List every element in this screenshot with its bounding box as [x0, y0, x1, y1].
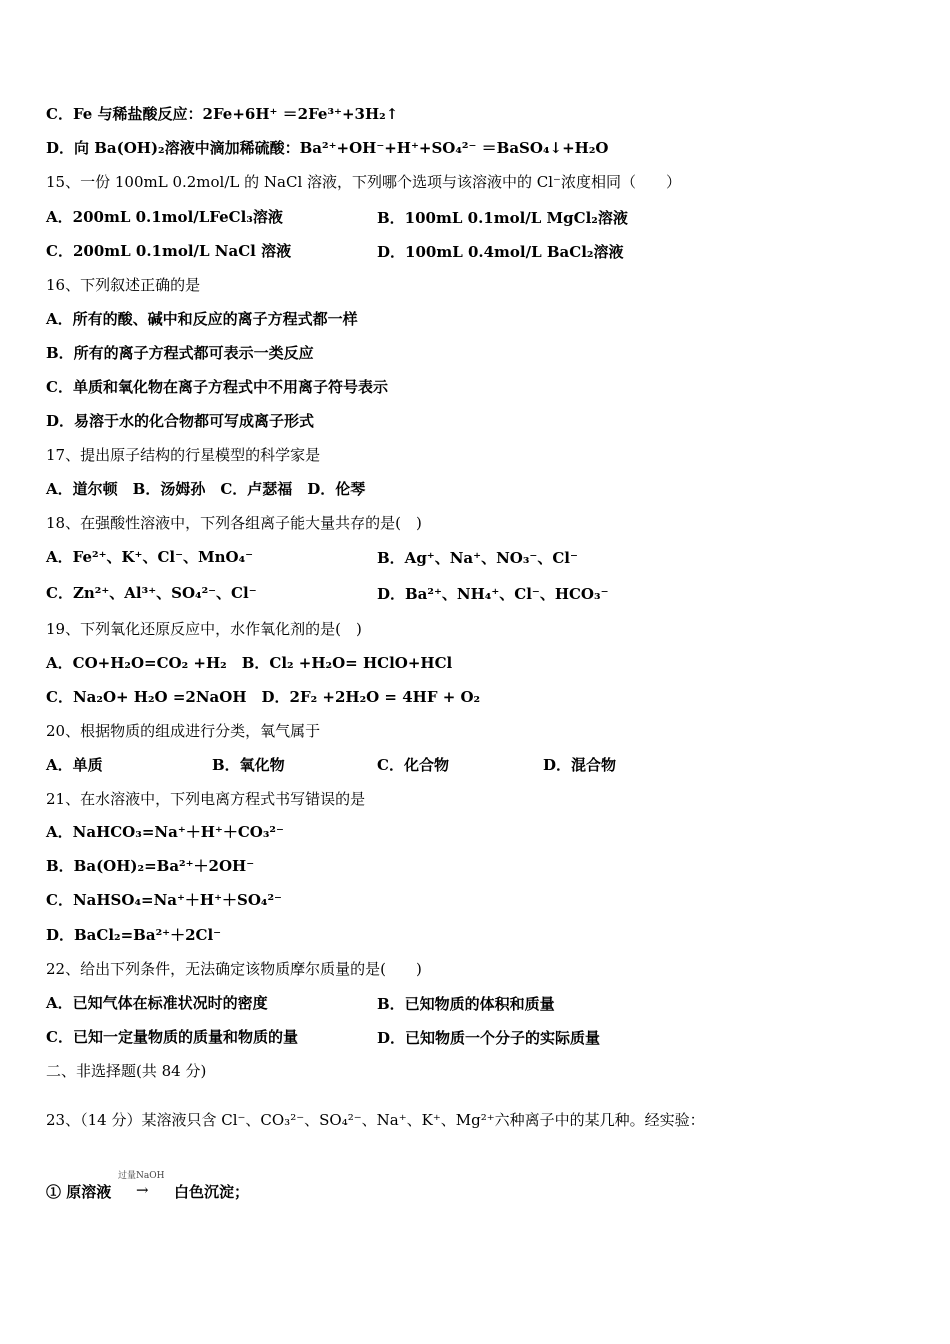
q22-option-c: C．已知一定量物质的质量和物质的量 [46, 1028, 298, 1046]
q23-arrow: → [136, 1181, 149, 1199]
section-heading: 二、非选择题(共 84 分) [46, 1062, 207, 1080]
q21-option-a: A．NaHCO₃=Na⁺＋H⁺＋CO₃²⁻ [46, 823, 284, 841]
q16-option-d: D．易溶于水的化合物都可写成离子形式 [46, 412, 315, 430]
q21-option-d: D．BaCl₂=Ba²⁺＋2Cl⁻ [46, 926, 222, 944]
q23-arrow-label: 过量NaOH [118, 1171, 165, 1181]
q18-option-a: A．Fe²⁺、K⁺、Cl⁻、MnO₄⁻ [46, 548, 254, 566]
q23-step1-start: ① 原溶液 [46, 1183, 112, 1201]
q20-option-a: A．单质 [46, 756, 103, 774]
q23-step1-end: 白色沉淀； [174, 1183, 250, 1201]
q18-option-b: B．Ag⁺、Na⁺、NO₃⁻、Cl⁻ [377, 549, 578, 567]
q20-option-c: C．化合物 [377, 756, 449, 774]
q15-option-c: C．200mL 0.1mol/L NaCl 溶液 [46, 242, 292, 260]
q22-option-b: B．已知物质的体积和质量 [377, 995, 555, 1013]
q17-options: A．道尔顿 B．汤姆孙 C．卢瑟福 D．伦琴 [46, 480, 366, 498]
q15-stem: 15、一份 100mL 0.2mol/L 的 NaCl 溶液，下列哪个选项与该溶液中的 Cl⁻浓度相同（ ） [46, 173, 681, 191]
q20-option-d: D．混合物 [543, 756, 617, 774]
q19-stem: 19、下列氧化还原反应中，水作氧化剂的是( ) [46, 620, 362, 638]
q15-option-b: B．100mL 0.1mol/L MgCl₂溶液 [377, 209, 628, 227]
q15-option-d: D．100mL 0.4mol/L BaCl₂溶液 [377, 243, 624, 261]
q14-option-c: C．Fe 与稀盐酸反应：2Fe+6H⁺ ＝2Fe³⁺+3H₂↑ [46, 105, 399, 123]
q16-option-c: C．单质和氧化物在离子方程式中不用离子符号表示 [46, 378, 388, 396]
q16-option-b: B．所有的离子方程式都可表示一类反应 [46, 344, 314, 362]
q22-option-a: A．已知气体在标准状况时的密度 [46, 994, 268, 1012]
q15-option-a: A．200mL 0.1mol/LFeCl₃溶液 [46, 208, 283, 226]
q20-stem: 20、根据物质的组成进行分类，氧气属于 [46, 722, 321, 740]
q22-stem: 22、给出下列条件，无法确定该物质摩尔质量的是( ) [46, 960, 422, 978]
q18-option-c: C．Zn²⁺、Al³⁺、SO₄²⁻、Cl⁻ [46, 584, 257, 602]
q16-stem: 16、下列叙述正确的是 [46, 276, 201, 294]
q21-option-c: C．NaHSO₄=Na⁺＋H⁺＋SO₄²⁻ [46, 891, 282, 909]
q22-option-d: D．已知物质一个分子的实际质量 [377, 1029, 601, 1047]
q18-option-d: D．Ba²⁺、NH₄⁺、Cl⁻、HCO₃⁻ [377, 585, 609, 603]
q14-option-d: D．向 Ba(OH)₂溶液中滴加稀硫酸：Ba²⁺+OH⁻+H⁺+SO₄²⁻ ＝BaSO₄↓+H₂O [46, 139, 609, 157]
q18-stem: 18、在强酸性溶液中，下列各组离子能大量共存的是( ) [46, 514, 422, 532]
q19-options-cd: C．Na₂O+ H₂O =2NaOH D．2F₂ +2H₂O = 4HF + O₂ [46, 688, 481, 706]
q21-stem: 21、在水溶液中，下列电离方程式书写错误的是 [46, 790, 366, 808]
q19-options-ab: A．CO+H₂O=CO₂ +H₂ B．Cl₂ +H₂O= HClO+HCl [46, 654, 453, 672]
q23-stem: 23、（14 分）某溶液只含 Cl⁻、CO₃²⁻、SO₄²⁻、Na⁺、K⁺、Mg²⁺六种离子中的某几种。经实验： [46, 1111, 705, 1129]
q21-option-b: B．Ba(OH)₂=Ba²⁺＋2OH⁻ [46, 857, 255, 875]
q16-option-a: A．所有的酸、碱中和反应的离子方程式都一样 [46, 310, 358, 328]
q20-option-b: B．氧化物 [212, 756, 285, 774]
q17-stem: 17、提出原子结构的行星模型的科学家是 [46, 446, 321, 464]
